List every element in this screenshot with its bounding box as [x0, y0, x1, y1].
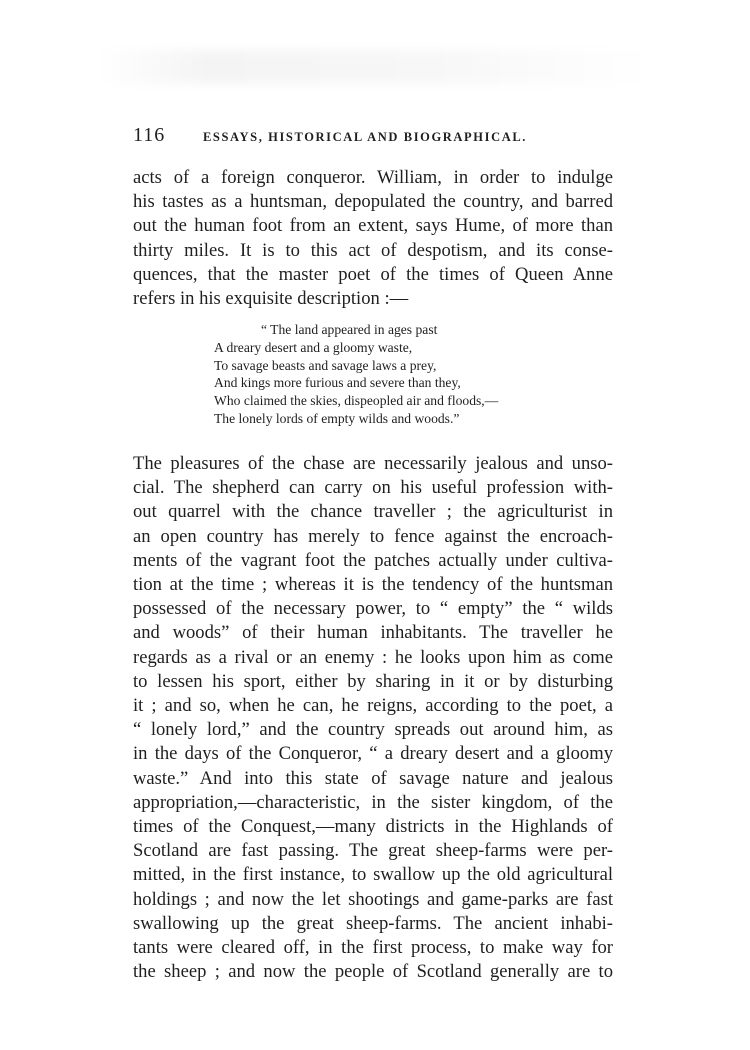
text-line: cial. The shepherd can carry on his useful profession with- — [133, 477, 613, 499]
verse-line: Who claimed the skies, dispeopled air and floods,— — [214, 393, 499, 409]
text-line: times of the Conquest,—many districts in the Highlands of — [133, 816, 613, 838]
text-line: the sheep ; and now the people of Scotland generally are to — [133, 961, 613, 983]
page-number: 116 — [133, 124, 166, 146]
text-line: Scotland are fast passing. The great sheep-farms were per- — [133, 840, 613, 862]
verse-line: A dreary desert and a gloomy waste, — [214, 339, 413, 355]
text-line: out quarrel with the chance traveller ; the agriculturist in — [133, 501, 613, 523]
verse-quotation — [214, 321, 534, 428]
text-line: an open country has merely to fence against the encroach- — [133, 525, 613, 547]
text-line: quences, that the master poet of the times of Queen Anne — [133, 263, 613, 285]
text-line: mitted, in the first instance, to swallow up the old agricultural — [133, 864, 613, 886]
text-line: regards as a rival or an enemy : he looks upon him as come — [133, 646, 613, 668]
text-line: appropriation,—characteristic, in the sister kingdom, of the — [133, 791, 613, 813]
text-line: refers in his exquisite description :— — [133, 288, 409, 310]
show-through-smudge — [95, 50, 655, 84]
text-line: ments of the vagrant foot the patches actually under cultiva- — [133, 549, 613, 571]
text-line: thirty miles. It is to this act of despotism, and its conse- — [133, 239, 613, 261]
paragraph-2 — [133, 452, 613, 984]
running-title: ESSAYS, HISTORICAL AND BIOGRAPHICAL. — [203, 130, 527, 144]
verse-line: The lonely lords of empty wilds and woods.” — [214, 410, 460, 426]
text-line: it ; and so, when he can, he reigns, according to the poet, a — [133, 695, 613, 717]
text-line: The pleasures of the chase are necessarily jealous and unso- — [133, 453, 613, 474]
text-line: waste.” And into this state of savage nature and jealous — [133, 767, 613, 789]
text-line: out the human foot from an extent, says Hume, of more than — [133, 215, 613, 237]
text-line: in the days of the Conqueror, “ a dreary desert and a gloomy — [133, 743, 613, 765]
verse-line: To savage beasts and savage laws a prey, — [214, 357, 437, 373]
verse-line: “ The land appeared in ages past — [261, 322, 438, 337]
text-line: possessed of the necessary power, to “ empty” the “ wilds — [133, 598, 613, 620]
text-line: and woods” of their human inhabitants. The traveller he — [133, 622, 613, 644]
text-line: holdings ; and now the let shootings and game-parks are fast — [133, 888, 613, 910]
text-line: tants were cleared off, in the first process, to make way for — [133, 937, 613, 959]
text-line: acts of a foreign conqueror. William, in order to indulge — [133, 167, 613, 188]
text-line: swallowing up the great sheep-farms. The ancient inhabi- — [133, 912, 613, 934]
text-line: his tastes as a huntsman, depopulated the country, and barred — [133, 191, 613, 213]
verse-line: And kings more furious and severe than they, — [214, 375, 461, 391]
paragraph-1 — [133, 166, 613, 311]
text-line: “ lonely lord,” and the country spreads out around him, as — [133, 719, 613, 741]
text-line: to lessen his sport, either by sharing in it or by disturbing — [133, 670, 613, 692]
text-line: tion at the time ; whereas it is the tendency of the huntsman — [133, 574, 613, 596]
running-head — [133, 124, 613, 150]
